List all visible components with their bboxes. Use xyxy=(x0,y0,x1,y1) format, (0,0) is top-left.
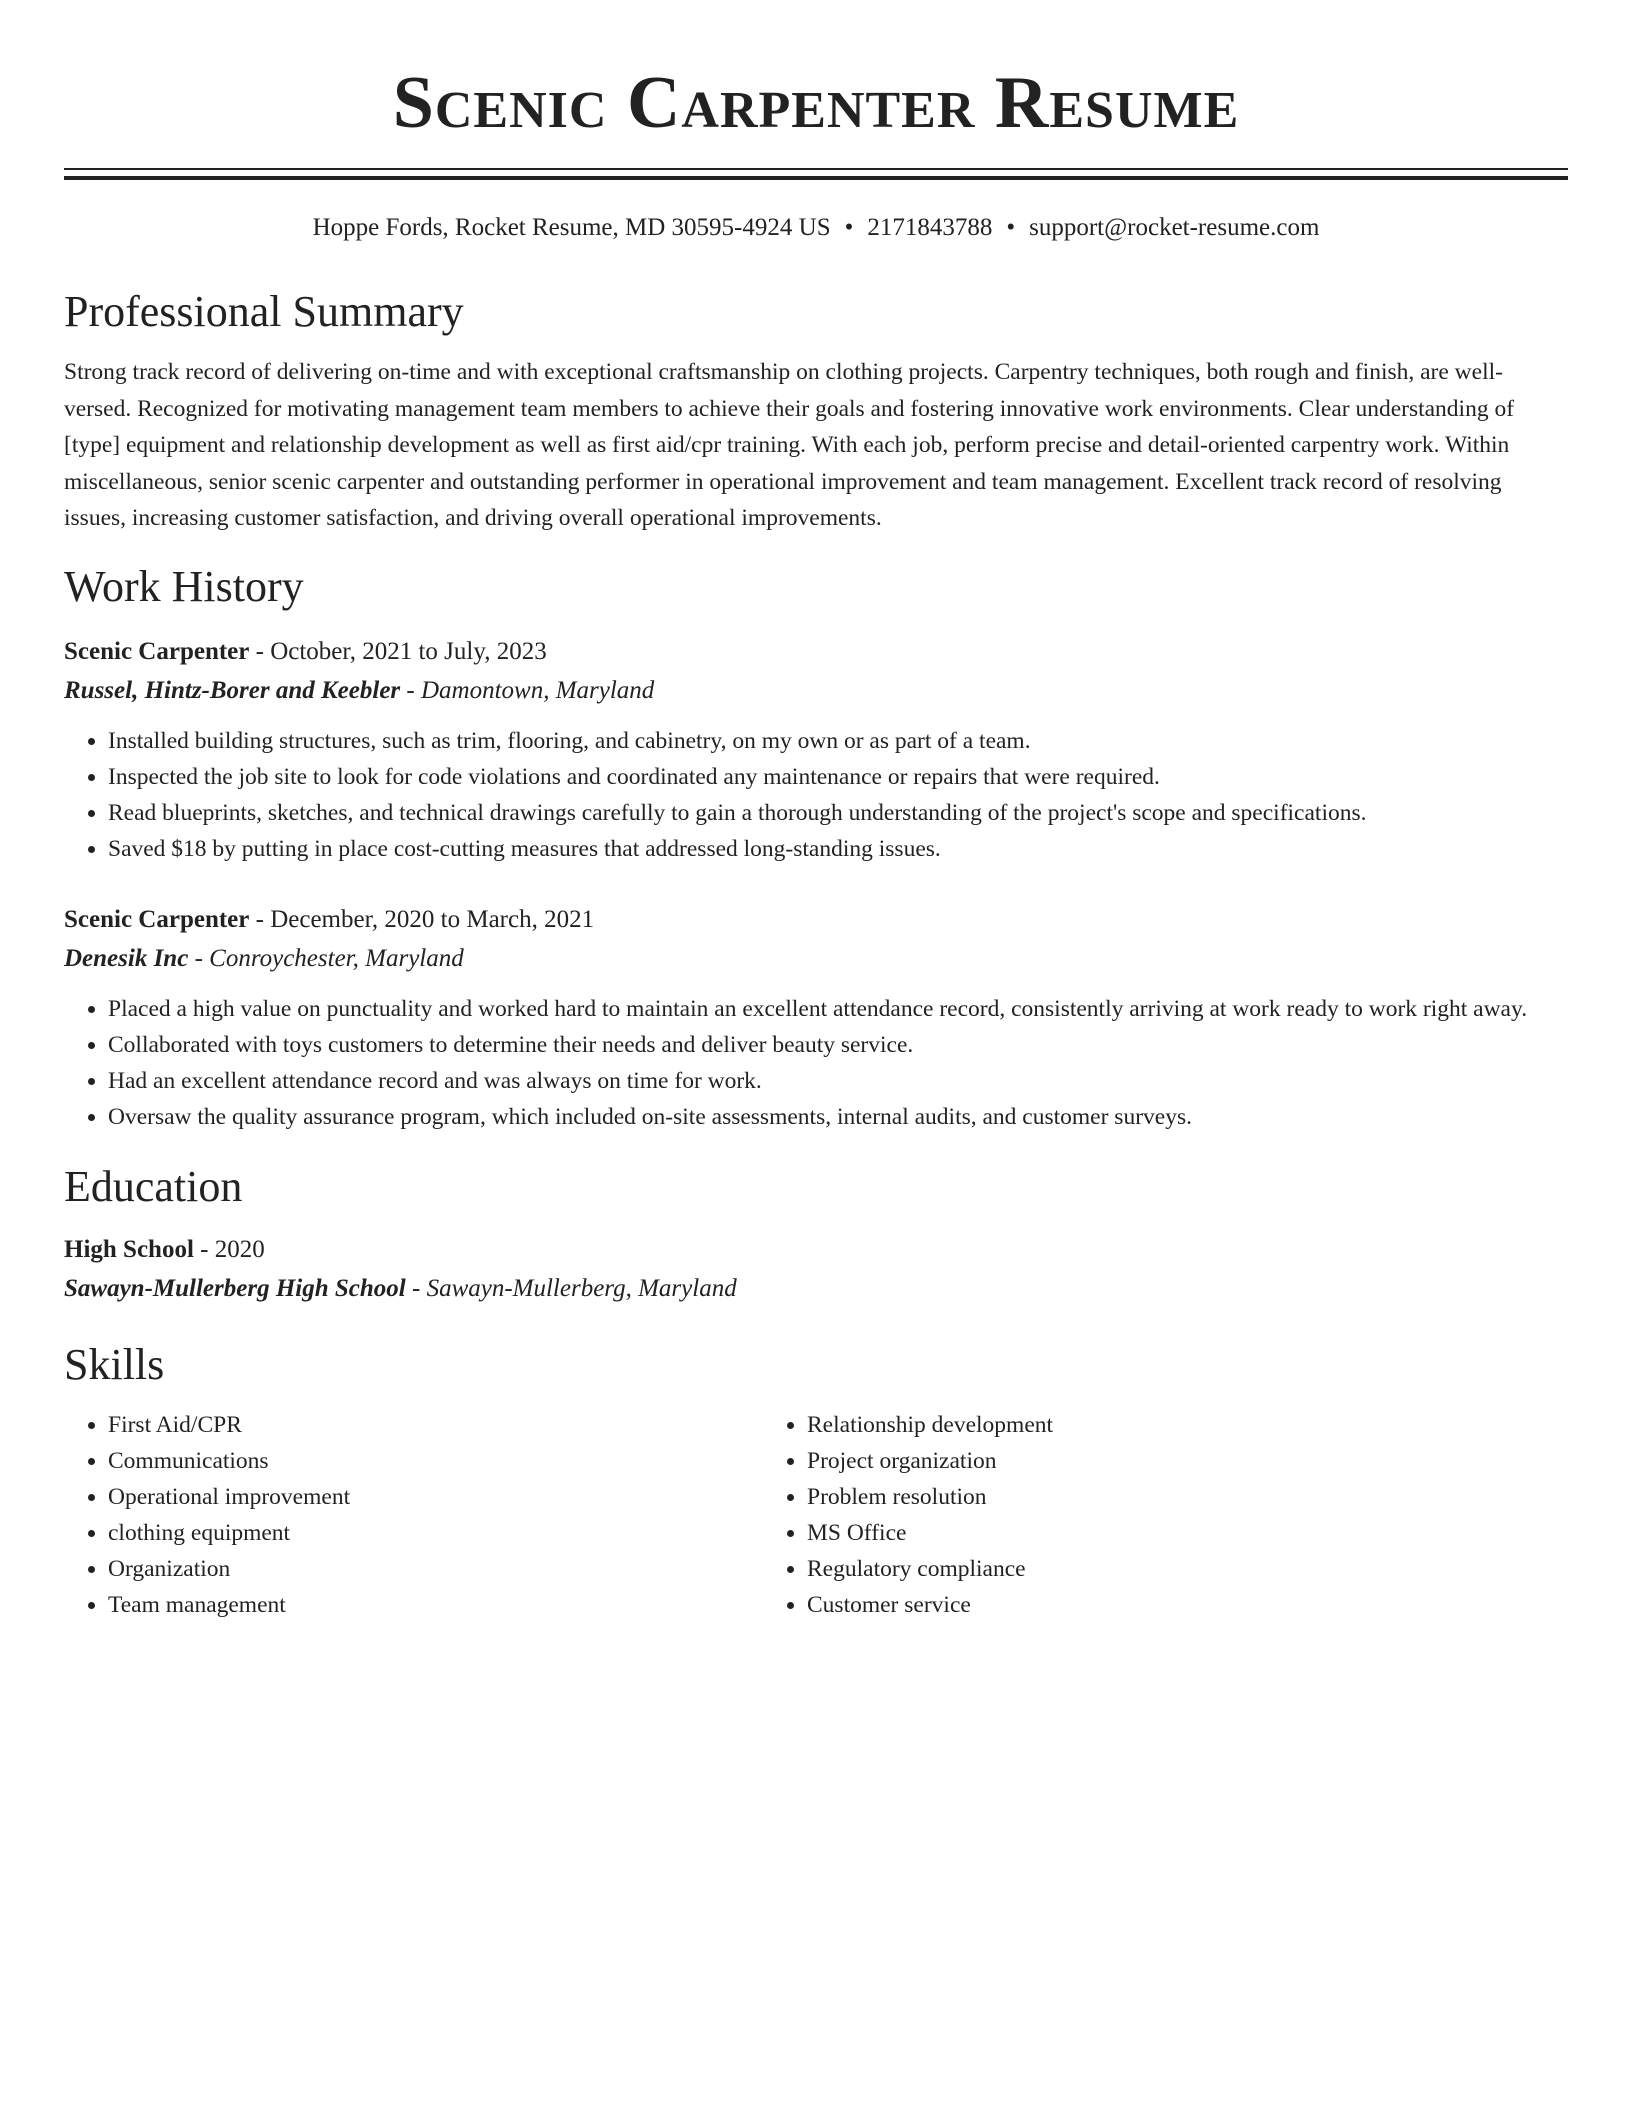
job-location: Conroychester, Maryland xyxy=(209,944,464,972)
job-entry xyxy=(64,901,1568,1135)
list-item: • Had an excellent attendance record and was always on time for work. xyxy=(108,1063,1568,1099)
job-dash: - xyxy=(249,637,271,665)
summary-heading: Professional Summary xyxy=(64,287,464,336)
education-school-line xyxy=(64,1269,1568,1309)
list-item: • Inspected the job site to look for code violations and coordinated any maintenance or repairs that were required. xyxy=(108,759,1568,795)
education-entry xyxy=(64,1231,1568,1309)
job-title-line xyxy=(64,901,1568,939)
job-bullets xyxy=(64,723,1568,867)
resume-title: Scenic Carpenter Resume xyxy=(392,62,1240,144)
education-location: Sawayn-Mullerberg, Maryland xyxy=(426,1274,737,1302)
education-school: Sawayn-Mullerberg High School xyxy=(64,1274,406,1302)
work-history-heading: Work History xyxy=(64,561,304,611)
resume-page xyxy=(64,0,1568,1623)
skill-item: • Regulatory compliance xyxy=(807,1551,1462,1587)
job-role: Scenic Carpenter xyxy=(64,905,250,933)
contact-address: Hoppe Fords, Rocket Resume, MD 30595-4924 US xyxy=(312,214,831,241)
skill-item: • Operational improvement xyxy=(108,1479,763,1515)
skill-item: • Project organization xyxy=(807,1443,1462,1479)
skills-list-right xyxy=(763,1407,1462,1623)
skills-list-left xyxy=(64,1407,763,1623)
title-divider-thin xyxy=(64,168,1568,170)
list-item: • Placed a high value on punctuality and worked hard to maintain an excellent attendance record, consistently arriving at work ready to work right away. xyxy=(108,991,1568,1027)
education-degree: High School xyxy=(64,1235,194,1263)
job-location: Damontown, Maryland xyxy=(420,676,655,704)
education-year: 2020 xyxy=(214,1235,265,1263)
contact-line xyxy=(64,210,1568,246)
contact-separator: • xyxy=(1006,214,1016,241)
list-item: • Collaborated with toys customers to determine their needs and deliver beauty service. xyxy=(108,1027,1568,1063)
job-role: Scenic Carpenter xyxy=(64,637,250,665)
education-dash: - xyxy=(405,1274,427,1302)
contact-email: support@rocket-resume.com xyxy=(1029,214,1320,241)
job-title-line xyxy=(64,633,1568,671)
skill-item: • Problem resolution xyxy=(807,1479,1462,1515)
job-bullets xyxy=(64,991,1568,1135)
skills-columns xyxy=(64,1407,1568,1623)
job-dash: - xyxy=(249,905,271,933)
job-company: Denesik Inc xyxy=(64,944,189,972)
education-dash: - xyxy=(193,1235,215,1263)
job-entry xyxy=(64,633,1568,867)
summary-text: Strong track record of delivering on-time and with exceptional craftsmanship on clothing projects. Carpentry techniques, both rough and finish, are well-versed. Recognized for motivating management team members to achieve their goals and fostering innovative work environments. Clear understanding of [type] equipment and relationship development as well as first aid/cpr training. With each job, perform precise and detail-oriented carpentry work. Within miscellaneous, senior scenic carpenter and outstanding performer in operational improvement and team management. Excellent track record of resolving issues, increasing customer satisfaction, and driving overall operational improvements. xyxy=(64,359,1515,531)
job-company-line xyxy=(64,671,1568,711)
job-dash: - xyxy=(400,676,421,704)
list-item: • Read blueprints, sketches, and technical drawings carefully to gain a thorough understanding of the project's scope and specifications. xyxy=(108,795,1568,831)
job-dates: October, 2021 to July, 2023 xyxy=(270,637,547,665)
skill-item: • Communications xyxy=(108,1443,763,1479)
list-item: • Oversaw the quality assurance program, which included on-site assessments, internal audits, and customer surveys. xyxy=(108,1099,1568,1135)
skill-item: • Relationship development xyxy=(807,1407,1462,1443)
skills-heading: Skills xyxy=(64,1339,165,1389)
job-dates: December, 2020 to March, 2021 xyxy=(270,905,595,933)
job-dash: - xyxy=(188,944,210,972)
job-company: Russel, Hintz-Borer and Keebler xyxy=(64,676,401,704)
skill-item: • clothing equipment xyxy=(108,1515,763,1551)
contact-phone: 2171843788 xyxy=(867,214,993,241)
skill-item: • Customer service xyxy=(807,1587,1462,1623)
education-degree-line xyxy=(64,1231,1568,1269)
skill-item: • Team management xyxy=(108,1587,763,1623)
skill-item: • Organization xyxy=(108,1551,763,1587)
title-divider-thick xyxy=(64,176,1568,180)
list-item: • Installed building structures, such as trim, flooring, and cabinetry, on my own or as part of a team. xyxy=(108,723,1568,759)
list-item: • Saved $18 by putting in place cost-cutting measures that addressed long-standing issues. xyxy=(108,831,1568,867)
skill-item: • MS Office xyxy=(807,1515,1462,1551)
contact-separator: • xyxy=(844,214,854,241)
education-heading: Education xyxy=(64,1161,243,1211)
job-company-line xyxy=(64,939,1568,979)
skill-item: • First Aid/CPR xyxy=(108,1407,763,1443)
